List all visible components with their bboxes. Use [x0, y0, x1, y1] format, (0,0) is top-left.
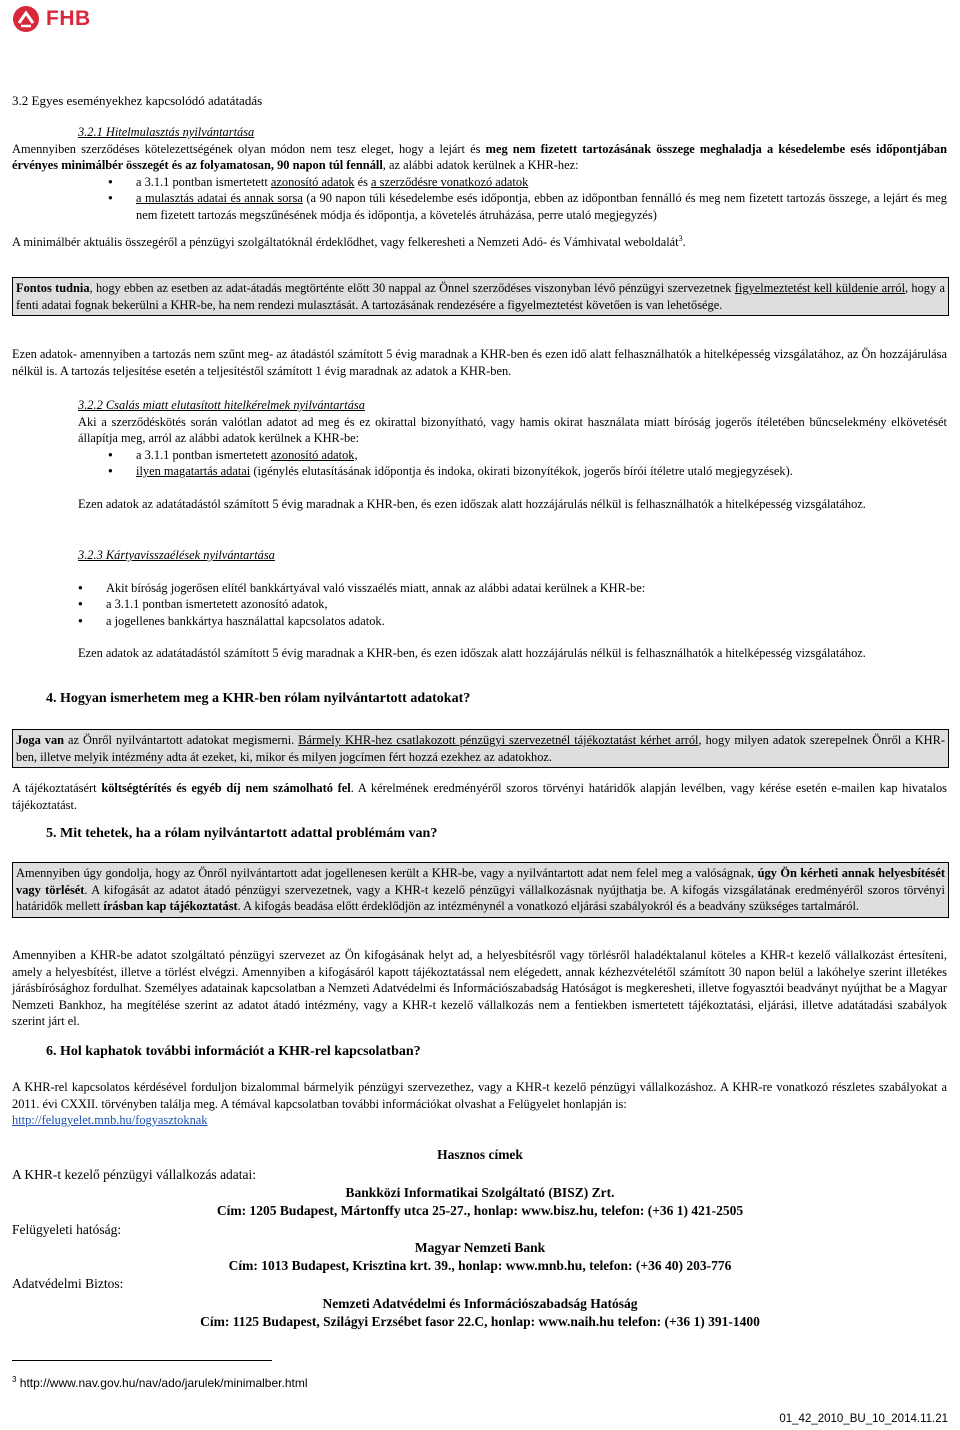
fhb-logo [12, 4, 124, 34]
footnote: $^3$ http://www.nav.gov.hu/nav/ado/jarulek/minimalber.html [12, 1375, 308, 1390]
section-3-2-2-title: 3.2.2 Csalás miatt elutasított hitelkérelmek nyilvántartása [78, 398, 365, 412]
section-5-title: 5. Mit tehetek, ha a rólam nyilvántartott adattal problémám van? [46, 826, 438, 841]
list-item: ● a 3.1.1 pontban ismertetett azonosító adatok, [78, 596, 947, 613]
list-item: ● a mulasztás adatai és annak sorsa (a 90 napon túli késedelembe esés időpontja, ebben az időpontban fennálló és meg nem fizetett tartozás összege, a lejárt és meg nem fizetett tartozás megszűnésének módja és időpontja, a követelés átruházása, perre utaló megjegyzés) [108, 190, 947, 223]
list-item: ● ilyen magatartás adatai (igénylés elutasításának időpontja és indoka, okirati bizonyítékok, jogerős bírói ítéletre utaló megjegyzések). [108, 463, 947, 480]
logo-text: FHB [46, 6, 91, 30]
list-item: ● a 3.1.1 pontban ismertetett azonosító adatok, [108, 447, 947, 464]
section-3-2-title: 3.2 Egyes eseményekhez kapcsolódó adatátadás [12, 93, 263, 108]
footnote-ref: 3 [678, 234, 683, 243]
fogyasztoknak-link[interactable]: http://felugyelet.mnb.hu/fogyasztoknak [12, 1113, 208, 1127]
list-item: ● Akit bíróság jogerősen elítél bankkártyával való visszaélés miatt, annak az alábbi adatai kerülnek a KHR-be: [78, 580, 947, 597]
address-label-supervisor: Felügyeleti hatóság: [12, 1222, 122, 1237]
section-3-2-3-retention: Ezen adatok az adatátadástól számított 5 évig maradnak a KHR-ben, és ezen időszak alatt hozzájárulás nélkül is felhasználhatók a hitelképesség vizsgálatához. [78, 646, 866, 660]
fhb-logo-icon [12, 5, 40, 33]
address-label-khr: A KHR-t kezelő pénzügyi vállalkozás adatai: [12, 1167, 257, 1182]
footnote-separator [12, 1360, 272, 1361]
section-6-paragraph: A KHR-rel kapcsolatos kérdésével forduljon bizalommal bármelyik pénzügyi szervezethez, vagy a KHR-t kezelő pénzügyi vállalkozáshoz. A KHR-re vonatkozó részletes szabályokat a 2011. évi CXXII. törvényben találja meg. A témával kapcsolatban további információkat olvashat a Felügyelet honlapján is: http://felugyelet.mnb.hu/fogyasztoknak [12, 1080, 947, 1127]
minimum-wage-note: A minimálbér aktuális összegéről a pénzügyi szolgáltatóknál érdeklődhet, vagy felkeresheti a Nemzeti Adó- és Vámhivatal weboldalát$^3$. [12, 234, 686, 250]
org-naih: Nemzeti Adatvédelmi és Információszabadság Hatóság [322, 1296, 638, 1311]
important-notice-box: Fontos tudnia, hogy ebben az esetben az adat-átadás megtörténte előtt 30 nappal az Önnel szerződéses viszonyban lévő pénzügyi szervezetnek figyelmeztetést kell küldenie arról, hogy a fenti adatai fognak bekerülni a KHR-be, ha nem rendezi mulasztását. A tartozásának rendezésére a figyelmeztetést követően is van lehetősége. [12, 277, 949, 316]
document-code: 01_42_2010_BU_10_2014.11.21 [779, 1413, 948, 1425]
list-item: ● a jogellenes bankkártya használattal kapcsolatos adatok. [78, 613, 947, 630]
section-4-paragraph: A tájékoztatásért költségtérítés és egyéb díj nem számolható fel. A kérelmének eredményéről szoros törvényi határidők alapján levélben, vagy kérése esetén e-mailen kap hivatalos tájékoztatást. [12, 781, 948, 812]
address-bisz: Cím: 1205 Budapest, Mártonffy utca 25-27., honlap: www.bisz.hu, telefon: (+36 1) 421-2505 [216, 1203, 744, 1218]
section-3-2-2-paragraph: Aki a szerződéskötés során valótlan adatot ad meg és ez okirattal bizonyítható, vagy hamis okirat használata miatt bíróság jogerős ítéletében bűncselekmény elkövetését állapítja meg, arról az alábbi adatok kerülnek a KHR-be: [78, 414, 947, 445]
section-3-2-2-retention: Ezen adatok az adatátadástól számított 5 évig maradnak a KHR-ben, és ezen időszak alatt hozzájárulás nélkül is felhasználhatók a hitelképesség vizsgálatához. [78, 496, 866, 511]
address-naih: Cím: 1125 Budapest, Szilágyi Erzsébet fasor 22.C, honlap: www.naih.hu telefon: (+36 1) 391-1400 [200, 1314, 760, 1329]
address-label-data-protection: Adatvédelmi Biztos: [12, 1276, 124, 1291]
list-item: ● a 3.1.1 pontban ismertetett azonosító adatok és a szerződésre vonatkozó adatok [108, 174, 947, 191]
address-mnb: Cím: 1013 Budapest, Krisztina krt. 39., honlap: www.mnb.hu, telefon: (+36 40) 203-776 [228, 1258, 732, 1273]
section-3-2-2-list [108, 447, 947, 480]
retention-paragraph: Ezen adatok- amennyiben a tartozás nem szűnt meg- az átadástól számított 5 évig maradnak a KHR-ben és ezen idő alatt felhasználhatók a hitelképesség vizsgálatához, az Ön hozzájárulása nélkül is. A tartozás teljesítése esetén a teljesítéstől számított 1 évig maradnak az adatok a KHR-ben. [12, 347, 947, 378]
section-3-2-1-list [108, 174, 947, 224]
section-4-box: Joga van az Önről nyilvántartott adatokat megismerni. Bármely KHR-hez csatlakozott pénzügyi szervezetnél tájékoztatást kérhet arról, hogy milyen adatok szerepelnek Önről a KHR-ben, illetve melyik intézmény adta át ezeket, ki, mikor és milyen jogcímen fért hozzá ezekhez az adatokhoz. [12, 729, 949, 768]
org-mnb: Magyar Nemzeti Bank [414, 1240, 546, 1255]
useful-addresses-title: Hasznos címek [437, 1147, 523, 1162]
section-3-2-3-title: 3.2.3 Kártyavisszaélések nyilvántartása [78, 548, 275, 562]
section-3-2-1-paragraph: Amennyiben szerződéses kötelezettségének olyan módon nem tesz eleget, hogy a lejárt és meg nem fizetett tartozásának összege meghaladja a késedelembe esés időpontjában érvényes minimálbér összegét és az folyamatosan, 90 napon túl fennáll, az alábbi adatok kerülnek a KHR-hez: [12, 141, 947, 172]
section-5-paragraph: Amennyiben a KHR-be adatot szolgáltató pénzügyi szervezet az Ön kifogásának helyt ad, a helyesbítésről vagy törlésről haladéktalanul köteles a KHR-t kezelő vállalkozást értesíteni, amely a helyesbítést, illetve a törlést elvégzi. Amennyiben a kifogásáról kapott tájékoztatással nem elégedett, annak kézhezvételétől számított 30 napon belül a lakóhelye szerint illetékes járásbírósághoz fordulhat. Személyes adatainak kapcsolatban a Nemzeti Adatvédelmi és Információszabadság Hatóságot is megkeresheti, illetve fogyasztói beadványt nyújthat be a Magyar Nemzeti Bankhoz, ha megítélése szerint az adatot átadó intézmény, vagy a KHR-t kezelő vállalkozás nem a fentiekben ismertetett tájékoztatási, eljárási, illetve adatátadási szabályok szerint járt el. [12, 948, 947, 1028]
section-5-box: Amennyiben úgy gondolja, hogy az Önről nyilvántartott adat jogellenesen került a KHR-be, vagy a nyilvántartott adat nem felel meg a valóságnak, úgy Ön kérheti annak helyesbítését vagy törlését. A kifogását az adatot átadó pénzügyi szervezetnek, vagy a KHR-t kezelő pénzügyi vállalkozásnak nyújthatja be. A kifogás vizsgálatának eredményéről szoros törvényi határidők mellett írásban kap tájékoztatást. A kifogás beadása előtt érdeklődjön az intézménynél a vonatkozó eljárási szabályokról és a beadvány szükséges tartalmáról. [12, 862, 949, 918]
section-4-title: 4. Hogyan ismerhetem meg a KHR-ben rólam nyilvántartott adatokat? [46, 691, 471, 706]
section-3-2-3-list [78, 580, 947, 630]
section-6-title: 6. Hol kaphatok további információt a KHR-rel kapcsolatban? [46, 1044, 421, 1059]
section-3-2-1-title: 3.2.1 Hitelmulasztás nyilvántartása [78, 125, 255, 139]
org-bisz: Bankközi Informatikai Szolgáltató (BISZ) Zrt. [345, 1185, 615, 1200]
